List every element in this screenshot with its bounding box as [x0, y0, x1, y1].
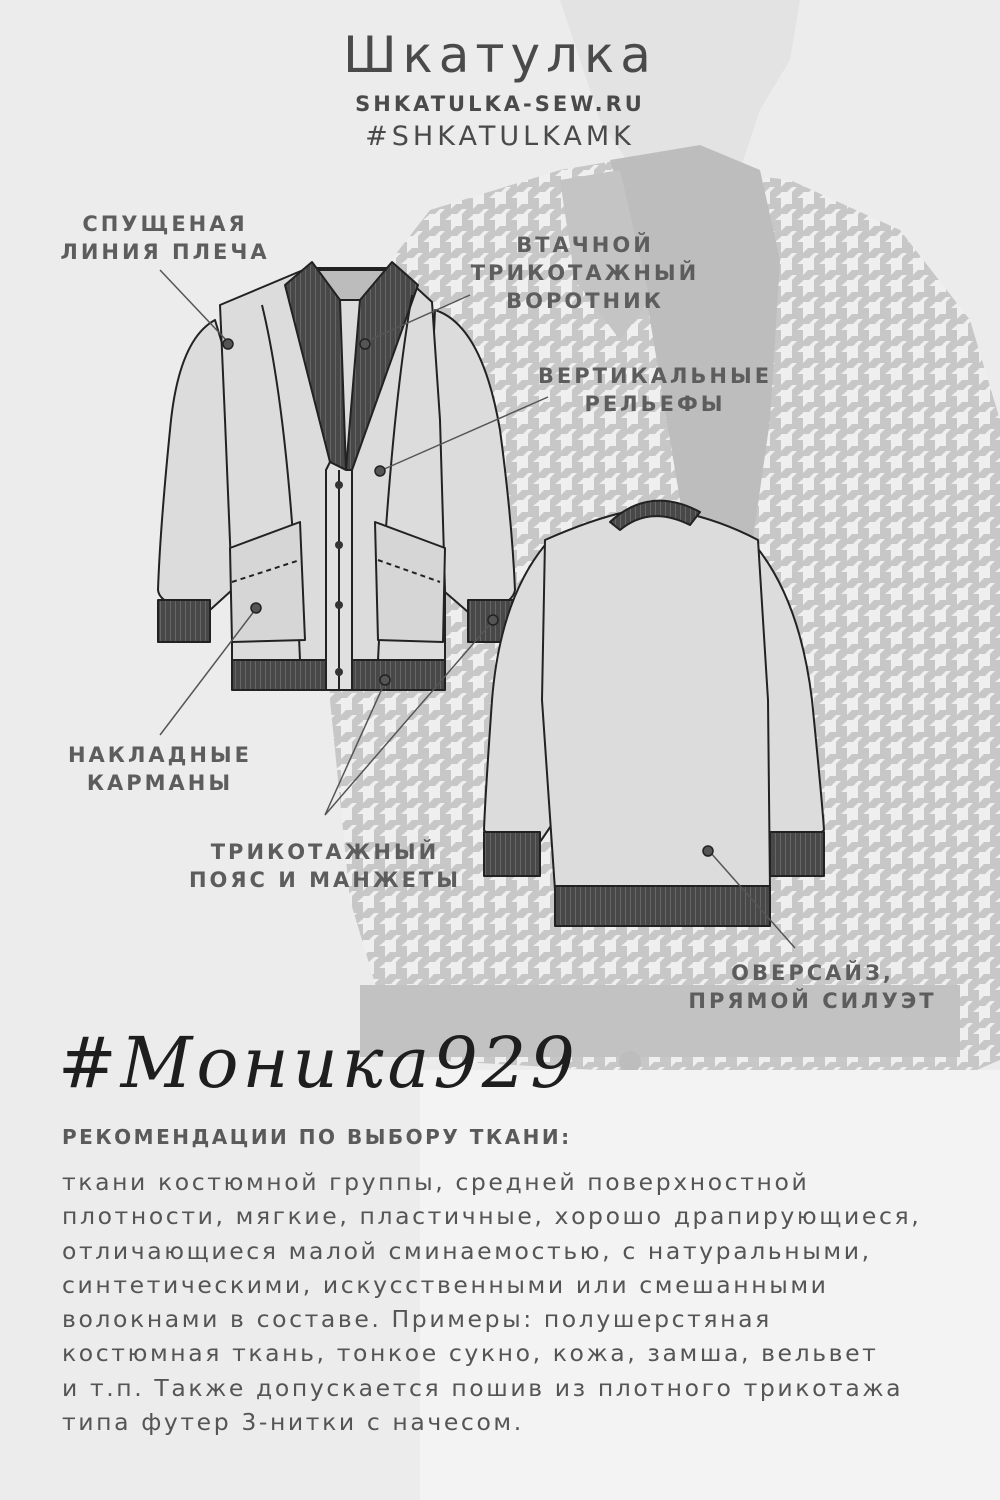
recommendations-line: волокнами в составе. Примеры: полушерстяная: [62, 1305, 772, 1334]
label-vertical-seams: ВЕРТИКАЛЬНЫЕ РЕЛЬЕФЫ: [537, 364, 773, 416]
brand-title: Шкатулка: [343, 26, 657, 84]
recommendations-line: типа футер 3-нитки с начесом.: [62, 1408, 524, 1437]
brand-hashtag: #SHKATULKAMK: [365, 121, 635, 152]
back-view-sketch: [484, 501, 824, 926]
back-waistband: [555, 886, 770, 926]
recommendations-line: костюмная ткань, тонкое сукно, кожа, замша, вельвет: [62, 1339, 879, 1368]
recommendations-line: ткани костюмной группы, средней поверхностной: [62, 1168, 810, 1196]
front-waistband: [232, 660, 326, 690]
recommendations-line: синтетическими, искусственными или смешанными: [62, 1270, 829, 1299]
label-patch-pockets: НАКЛАДНЫЕ КАРМАНЫ: [67, 743, 253, 795]
recommendations-line: плотности, мягкие, пластичные, хорошо драпирующиеся,: [62, 1202, 922, 1231]
model-name: #Моника929: [58, 1022, 579, 1104]
recommendations-heading: РЕКОМЕНДАЦИИ ПО ВЫБОРУ ТКАНИ:: [62, 1125, 572, 1149]
recommendations-line: отличающиеся малой сминаемостью, с натуральными,: [62, 1236, 872, 1265]
brand-website[interactable]: SHKATULKA-SEW.RU: [355, 92, 645, 116]
recommendations-line: и т.п. Также допускается пошив из плотного трикотажа: [62, 1373, 904, 1402]
label-dropped-shoulder: СПУЩЕНАЯ ЛИНИЯ ПЛЕЧА: [60, 212, 270, 264]
front-view-sketch: [158, 262, 518, 690]
label-knit-waistband: ТРИКОТАЖНЫЙ ПОЯС И МАНЖЕТЫ: [188, 840, 462, 892]
label-oversize: ОВЕРСАЙЗ, ПРЯМОЙ СИЛУЭТ: [688, 961, 937, 1013]
left-cuff: [158, 600, 210, 642]
recommendations-body: [62, 1165, 982, 1439]
back-body: [542, 512, 770, 890]
label-knit-collar: ВТАЧНОЙ ТРИКОТАЖНЫЙ ВОРОТНИК: [470, 233, 700, 313]
